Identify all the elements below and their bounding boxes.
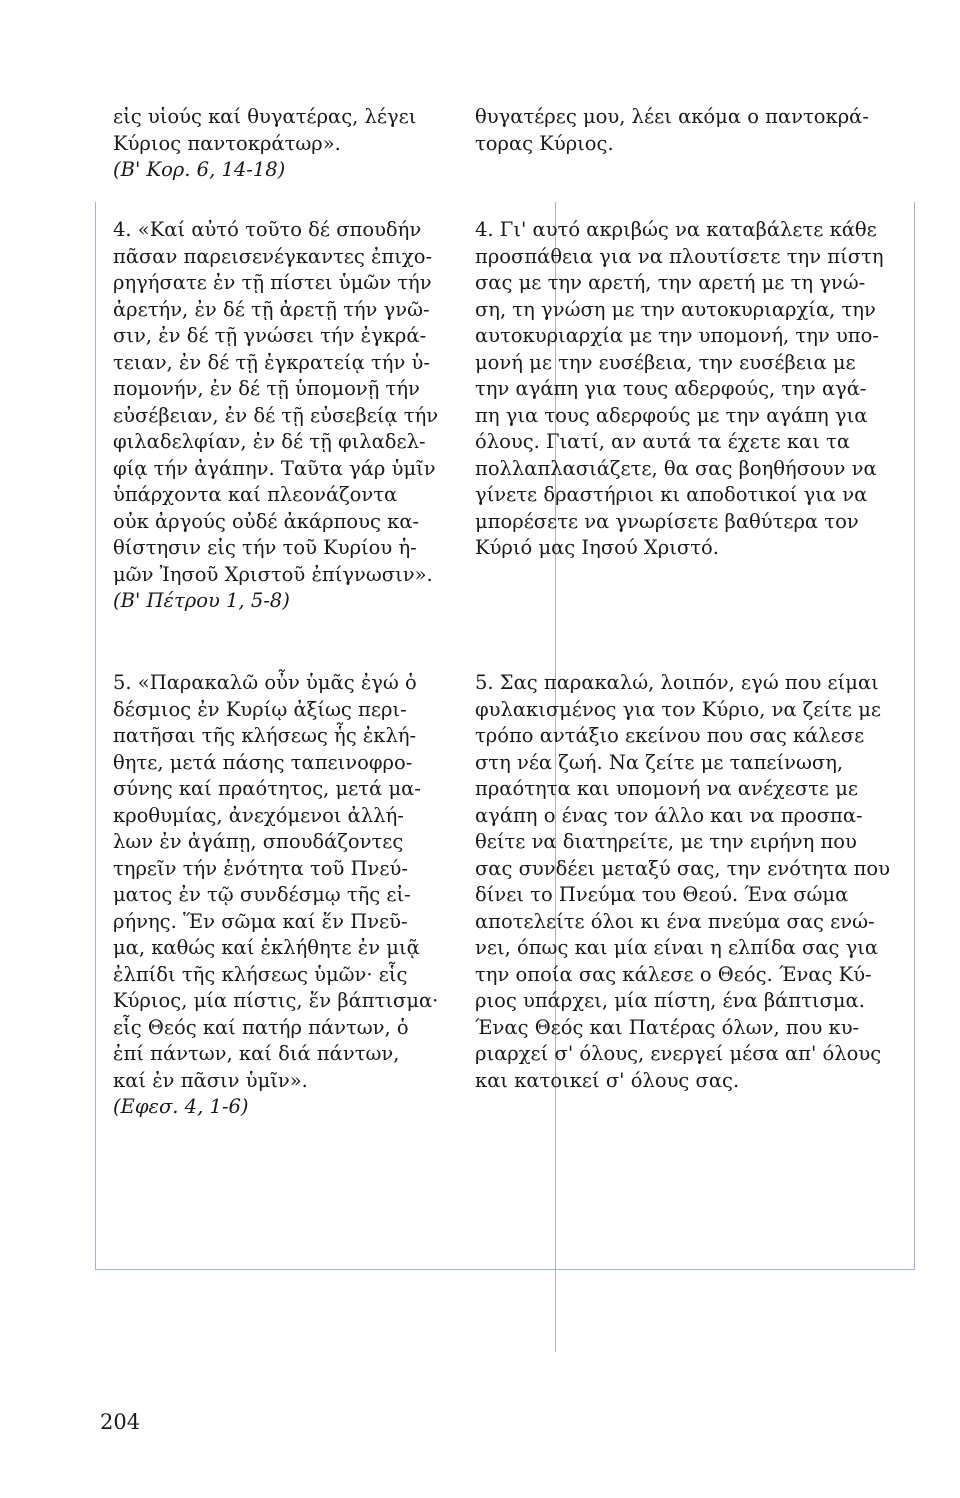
original-text: εἰς υἱούς καί θυγατέρας, λέγει Κύριος παντοκράτωρ». xyxy=(113,105,417,155)
scripture-reference: (Β' Κορ. 6, 14-18) xyxy=(113,158,286,181)
translation-text: 4. Γι' αυτό ακριβώς να καταβάλετε κάθε προσπάθεια για να πλουτίσετε την πίστη σας με την αρετή, την αρετή με τη γνώ- ση, τη γνώση με την αυτοκυριαρχία, την αυτοκυριαρχία με την υπομονή, την υπο- μονή με την ευσέβεια, την ευσέβεια με την αγάπη για τους αδερφούς, την αγά- πη για τους αδερφούς με την αγάπη για όλους. Γιατί, αν αυτά τα έχετε και τα πολλαπλασιάζετε, θα σας βοηθήσουν να γίνετε δραστήριοι κι αποδοτικοί για να μπορέσετε να γνωρίσετε βαθύτερα τον Κύριό μας Ιησού Χριστό. xyxy=(475,218,884,559)
scripture-reference: (Εφεσ. 4, 1-6) xyxy=(113,1095,249,1118)
passage-2-translation xyxy=(475,217,915,562)
original-text: 4. «Καί αὐτό τοῦτο δέ σπουδήν πᾶσαν παρεισενέγκαντες ἐπιχο- ρηγήσατε ἐν τῇ πίστει ὑμῶν τήν ἀρετήν, ἐν δέ τῇ ἀρετῇ τήν γνῶ- σιν, ἐν δέ τῇ γνώσει τήν ἐγκρά- τειαν, ἐν δέ τῇ ἐγκρατείᾳ τήν ὑ- πομονήν, ἐν δέ τῇ ὑπομονῇ τήν εὐσέβειαν, ἐν δέ τῇ εὐσεβείᾳ τήν φιλαδελφίαν, ἐν δέ τῇ φιλαδελ- φίᾳ τήν ἀγάπην. Ταῦτα γάρ ὑμῖν ὑπάρχοντα καί πλεονάζοντα οὐκ ἀργούς οὐδέ ἀκάρπους κα- θίστησιν εἰς τήν τοῦ Κυρίου ἡ- μῶν Ἰησοῦ Χριστοῦ ἐπίγνωσιν». xyxy=(113,218,439,586)
page-number: 204 xyxy=(100,1410,141,1434)
passage-1-translation xyxy=(475,104,915,157)
original-text: 5. «Παρακαλῶ οὖν ὑμᾶς ἐγώ ὁ δέσμιος ἐν Κυρίῳ ἀξίως περι- πατῆσαι τῆς κλήσεως ἧς ἐκλή- θητε, μετά πάσης ταπεινοφρο- σύνης καί πραότητος, μετά μα- κροθυμίας, ἀνεχόμενοι ἀλλή- λων ἐν ἀγάπῃ, σπουδάζοντες τηρεῖν τήν ἑνότητα τοῦ Πνεύ- ματος ἐν τῷ συνδέσμῳ τῆς εἰ- ρήνης. Ἕν σῶμα καί ἕν Πνεῦ- μα, καθώς καί ἐκλήθητε ἐν μιᾷ ἐλπίδι τῆς κλήσεως ὑμῶν· εἷς Κύριος, μία πίστις, ἕν βάπτισμα· εἷς Θεός καί πατήρ πάντων, ὁ ἐπί πάντων, καί διά πάντων, καί ἐν πᾶσιν ὑμῖν». xyxy=(113,671,439,1092)
scripture-reference: (Β' Πέτρου 1, 5-8) xyxy=(113,589,290,612)
translation-text: 5. Σας παρακαλώ, λοιπόν, εγώ που είμαι φυλακισμένος για τον Κύριο, να ζείτε με τρόπο αντάξιο εκείνου που σας κάλεσε στη νέα ζωή. Να ζείτε με ταπείνωση, πραότητα και υπομονή να ανέχεστε με αγάπη ο ένας τον άλλο και να προσπα- θείτε να διατηρείτε, με την ειρήνη που σας συνδέει μεταξύ σας, την ενότητα που δίνει το Πνεύμα του Θεού. Ένα σώμα αποτελείτε όλοι κι ένα πνεύμα σας ενώ- νει, όπως και μία είναι η ελπίδα σας για την οποία σας κάλεσε ο Θεός. Ένας Κύ- ριος υπάρχει, μία πίστη, ένα βάπτισμα. Ένας Θεός και Πατέρας όλων, που κυ- ριαρχεί σ' όλους, ενεργεί μέσα απ' όλους και κατοικεί σ' όλους σας. xyxy=(475,671,890,1092)
translation-text: θυγατέρες μου, λέει ακόμα ο παντοκρά- τορας Κύριος. xyxy=(475,105,869,155)
parallel-text-grid xyxy=(95,82,915,1270)
passage-3-translation xyxy=(475,670,915,1094)
